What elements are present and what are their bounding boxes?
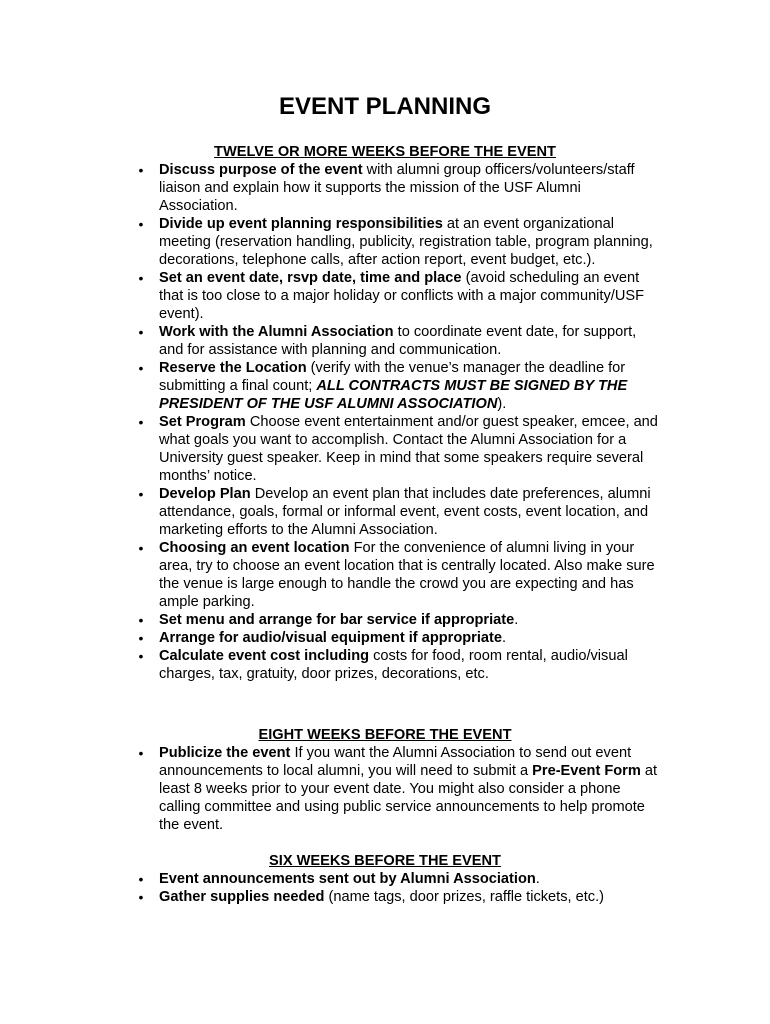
- list-item: [0, 647, 659, 683]
- item-text: at an event organizational meeting (reservation handling, publicity, registration table, program planning, decorations, telephone calls, after action report, event budget, etc.).: [159, 216, 653, 268]
- item-text: with alumni group officers/volunteers/staff liaison and explain how it supports the mission of the USF Alumni Association.: [159, 162, 635, 214]
- bullet-list: [0, 744, 770, 834]
- section-heading: EIGHT WEEKS BEFORE THE EVENT: [258, 727, 512, 743]
- item-lead: Gather supplies needed: [159, 889, 325, 905]
- bullet-icon: •: [138, 648, 144, 664]
- item-lead: Develop Plan: [159, 486, 251, 502]
- section-twelve-weeks: [0, 143, 770, 683]
- item-text: For the convenience of alumni living in your area, try to choose an event location that is centrally located. Also make sure the venue is large enough to handle the crowd you are expecting and has ample parking.: [159, 540, 655, 610]
- bullet-icon: •: [138, 216, 144, 232]
- item-text: (avoid scheduling an event that is too close to a major holiday or conflicts with a major community/USF event).: [159, 270, 645, 322]
- list-item: [0, 870, 659, 888]
- section-heading: TWELVE OR MORE WEEKS BEFORE THE EVENT: [214, 144, 556, 160]
- item-lead: Set Program: [159, 414, 246, 430]
- bullet-icon: •: [138, 360, 144, 376]
- item-text: Choose event entertainment and/or guest speaker, emcee, and what goals you want to accomplish. Contact the Alumni Association for a University guest speaker. Keep in mind that some speakers require several months’ notice.: [159, 414, 658, 484]
- bullet-icon: •: [138, 414, 144, 430]
- item-lead: Discuss purpose of the event: [159, 162, 363, 178]
- item-lead: Arrange for audio/visual equipment if appropriate: [159, 630, 503, 646]
- item-text: (name tags, door prizes, raffle tickets, etc.): [324, 889, 605, 905]
- list-item: [0, 744, 659, 834]
- item-text: to coordinate event date, for support, and for assistance with planning and communication.: [159, 324, 637, 358]
- bullet-icon: •: [138, 162, 144, 178]
- item-emphasis: ALL CONTRACTS MUST BE SIGNED BY THE PRESIDENT OF THE USF ALUMNI ASSOCIATION: [159, 378, 628, 412]
- bullet-icon: •: [138, 486, 144, 502]
- item-lead: Set an event date, rsvp date, time and place: [159, 270, 462, 286]
- list-item: [0, 888, 659, 906]
- item-tail: at least 8 weeks prior to your event date. You might also consider a phone calling committee and using public service announcements to help promote the event.: [159, 763, 658, 833]
- item-emphasis: Pre-Event Form: [532, 763, 641, 779]
- list-item: [0, 611, 659, 629]
- item-text: Develop an event plan that includes date preferences, alumni attendance, goals, formal or informal event, event costs, event location, and marketing efforts to the Alumni Association.: [159, 486, 651, 538]
- item-text: costs for food, room rental, audio/visual charges, tax, gratuity, door prizes, decorations, etc.: [159, 648, 628, 682]
- item-text: (verify with the venue’s manager the deadline for submitting a final count;: [159, 360, 626, 394]
- list-item: [0, 323, 659, 359]
- list-item: [0, 413, 659, 485]
- section-eight-weeks: [0, 726, 770, 834]
- bullet-icon: •: [138, 630, 144, 646]
- item-lead: Event announcements sent out by Alumni Association: [159, 871, 536, 887]
- item-lead: Work with the Alumni Association: [159, 324, 394, 340]
- item-lead: Set menu and arrange for bar service if appropriate: [159, 612, 515, 628]
- list-item: [0, 485, 659, 539]
- bullet-list: [0, 161, 770, 683]
- item-lead: Publicize the event: [159, 745, 291, 761]
- section-heading: SIX WEEKS BEFORE THE EVENT: [269, 853, 501, 869]
- bullet-icon: •: [138, 270, 144, 286]
- section-six-weeks: [0, 852, 770, 906]
- list-item: [0, 359, 659, 413]
- list-item: [0, 539, 659, 611]
- bullet-list: [0, 870, 770, 906]
- item-text: .: [502, 630, 507, 646]
- item-lead: Choosing an event location: [159, 540, 350, 556]
- bullet-icon: •: [138, 745, 144, 761]
- bullet-icon: •: [138, 324, 144, 340]
- list-item: [0, 629, 659, 647]
- item-tail: ).: [497, 396, 507, 412]
- item-lead: Divide up event planning responsibilities: [159, 216, 443, 232]
- list-item: [0, 161, 659, 215]
- bullet-icon: •: [138, 540, 144, 556]
- item-text: .: [514, 612, 519, 628]
- bullet-icon: •: [138, 889, 144, 905]
- bullet-icon: •: [138, 612, 144, 628]
- bullet-icon: •: [138, 871, 144, 887]
- item-text: .: [535, 871, 540, 887]
- item-lead: Reserve the Location: [159, 360, 307, 376]
- document-title: EVENT PLANNING: [278, 93, 491, 120]
- list-item: [0, 215, 659, 269]
- item-text: If you want the Alumni Association to send out event announcements to local alumni, you will need to submit a: [159, 745, 632, 779]
- item-lead: Calculate event cost including: [159, 648, 370, 664]
- list-item: [0, 269, 659, 323]
